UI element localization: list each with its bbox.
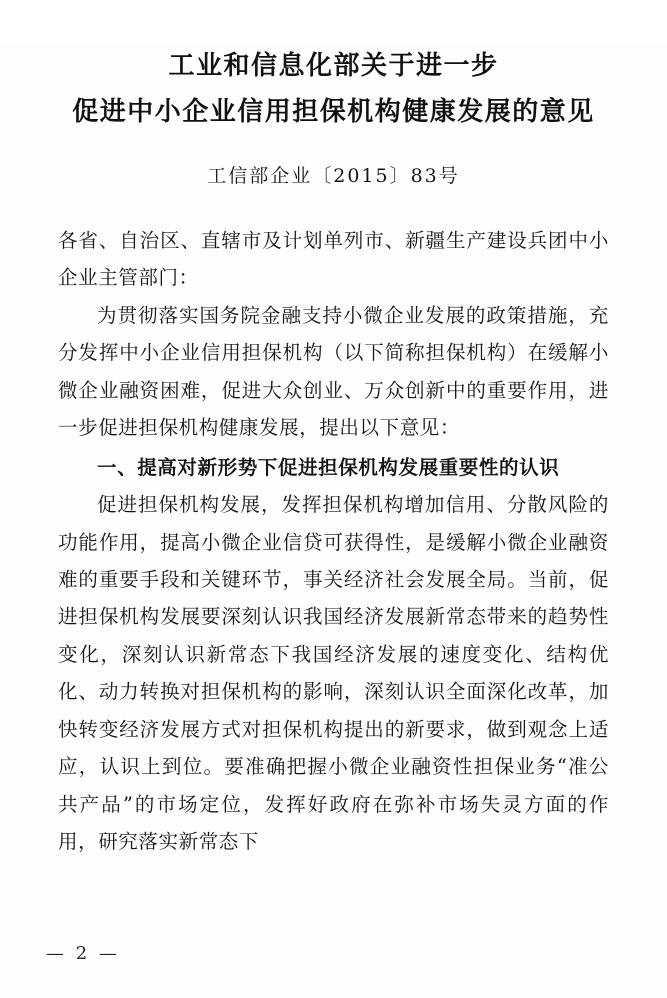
recipient-line: 各省、自治区、直辖市及计划单列市、新疆生产建设兵团中小企业主管部门：	[58, 229, 609, 290]
section-heading-1: 一、提高对新形势下促进担保机构发展重要性的认识	[97, 455, 560, 479]
section-paragraph-1: 促进担保机构发展，发挥担保机构增加信用、分散风险的功能作用，提高小微企业信贷可获得性，是缓解小微企业融资难的重要手段和关键环节，事关经济社会发展全局。当前，促进担保机构发展要深刻认识我国经济发展新常态带来的趋势性变化，深刻认识新常态下我国经济发展的速度变化、结构优化、动力转换对担保机构的影响，深刻认识全面深化改革，加快转变经济发展方式对担保机构提出的新要求，做到观念上适应，认识上到位。要准确把握小微企业融资性担保业务“准公共产品”的市场定位，发挥好政府在弥补市场失灵方面的作用，研究落实新常态下	[58, 493, 609, 853]
intro-paragraph: 为贯彻落实国务院金融支持小微企业发展的政策措施，充分发挥中小企业信用担保机构（以下简称担保机构）在缓解小微企业融资困难，促进大众创业、万众创新中的重要作用，进一步促进担保机构健康发展，提出以下意见：	[58, 303, 609, 440]
document-title	[58, 44, 609, 135]
document-page	[0, 44, 667, 998]
document-body	[58, 222, 609, 860]
document-number: 工信部企业〔2015〕83号	[207, 165, 460, 187]
title-line-2: 促进中小企业信用担保机构健康发展的意见	[72, 96, 595, 127]
page-number: — 2 —	[46, 943, 120, 964]
title-line-1: 工业和信息化部关于进一步	[168, 51, 499, 81]
